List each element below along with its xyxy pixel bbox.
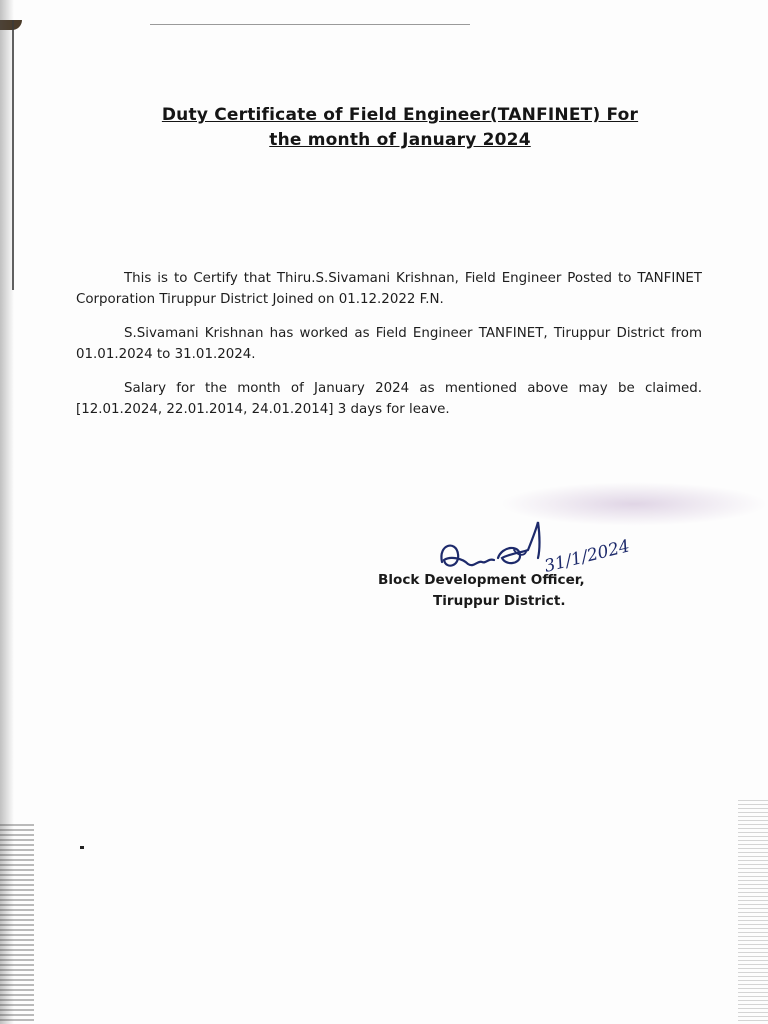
signature-date: 31/1/2024: [542, 536, 632, 577]
scan-speck: [80, 846, 84, 849]
paragraph-salary: Salary for the month of January 2024 as mentioned above may be claimed. [12.01.2024, 22.01.2014, 24.01.2014] 3 days for leave.: [76, 381, 702, 417]
title-line-2: the month of January 2024: [269, 130, 531, 150]
title-line-1: Duty Certificate of Field Engineer(TANFINET) For: [161, 105, 639, 125]
signatory-block: [378, 570, 678, 612]
scan-left-edge-line: [12, 20, 14, 290]
signatory-designation: Block Development Officer,: [378, 572, 585, 588]
scan-noise-left: [0, 824, 34, 1024]
scan-top-edge-line: [150, 24, 470, 25]
scan-noise-right: [738, 800, 768, 1024]
paragraph-certify: This is to Certify that Thiru.S.Sivamani Krishnan, Field Engineer Posted to TANFINET Corporation Tiruppur District Joined on 01.12.2022 F.N.: [76, 271, 702, 307]
paragraph-work-period: S.Sivamani Krishnan has worked as Field Engineer TANFINET, Tiruppur District from 01.01.2024 to 31.01.2024.: [76, 326, 702, 362]
signatory-office: Tiruppur District.: [433, 593, 566, 609]
certificate-body: [76, 268, 702, 433]
document-title: [100, 103, 700, 153]
